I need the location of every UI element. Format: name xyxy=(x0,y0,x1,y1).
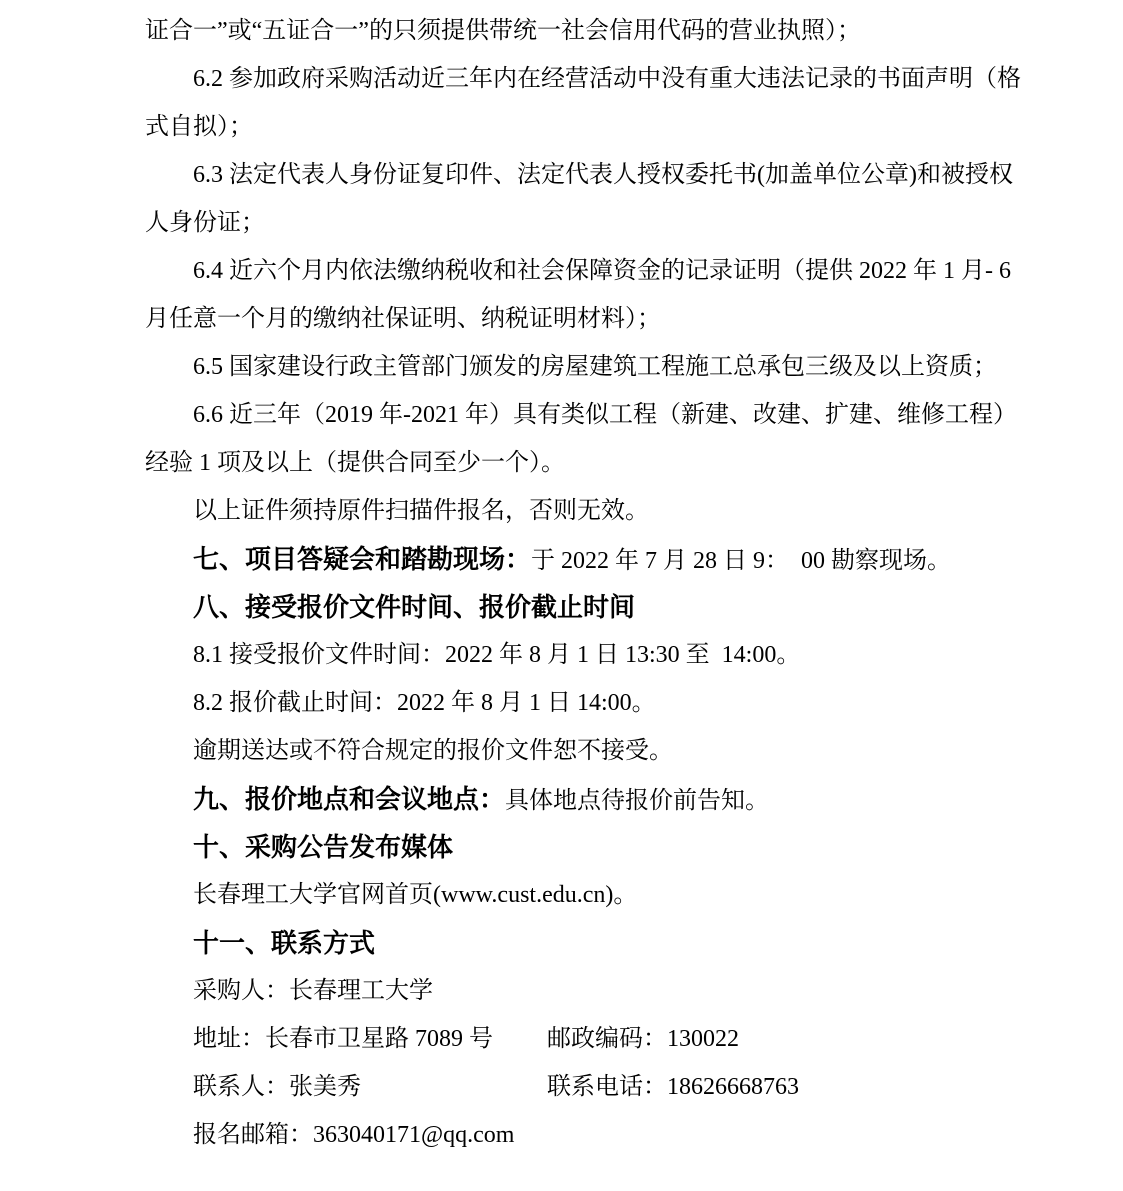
doc-text: 6.2 参加政府采购活动近三年内在经营活动中没有重大违法记录的书面声明（格 xyxy=(193,66,1021,92)
doc-line xyxy=(145,631,1083,679)
heading-text: 七、项目答疑会和踏勘现场： xyxy=(193,544,532,574)
doc-line xyxy=(145,343,1083,391)
doc-line xyxy=(145,487,1083,535)
doc-text: 6.3 法定代表人身份证复印件、法定代表人授权委托书(加盖单位公章)和被授权 xyxy=(193,162,1013,188)
doc-line xyxy=(145,199,1083,247)
doc-text: 8.1 接受报价文件时间：2022 年 8 月 1 日 13:30 至 14:00。 xyxy=(193,642,801,668)
doc-text: 人身份证； xyxy=(145,210,265,236)
doc-text: 6.4 近六个月内依法缴纳税收和社会保障资金的记录证明（提供 2022 年 1 月- 6 xyxy=(193,258,1011,284)
doc-text: 月任意一个月的缴纳社保证明、纳税证明材料）； xyxy=(145,306,661,332)
doc-line xyxy=(145,439,1083,487)
heading-text: 八、接受报价文件时间、报价截止时间 xyxy=(193,592,636,622)
doc-text: 8.2 报价截止时间：2022 年 8 月 1 日 14:00。 xyxy=(193,690,656,716)
doc-text: 逾期送达或不符合规定的报价文件恕不接受。 xyxy=(193,738,673,764)
doc-line xyxy=(145,247,1083,295)
doc-text: 证合一”或“五证合一”的只须提供带统一社会信用代码的营业执照）； xyxy=(145,18,861,44)
contact-phone-line xyxy=(145,1063,1083,1111)
doc-line xyxy=(145,151,1083,199)
section-10-heading xyxy=(145,823,1083,871)
section-11-heading xyxy=(145,919,1083,967)
address-postcode-line xyxy=(145,1015,1083,1063)
doc-text: 经验 1 项及以上（提供合同至少一个）。 xyxy=(145,450,565,476)
doc-line xyxy=(145,103,1083,151)
section-7-heading xyxy=(145,535,1083,583)
doc-text: 于 2022 年 7 月 28 日 9： 00 勘察现场。 xyxy=(531,548,952,574)
doc-text: 报名邮箱：363040171@qq.com xyxy=(193,1122,515,1148)
heading-text: 九、报价地点和会议地点： xyxy=(193,784,506,814)
contact-person-text: 联系人：张美秀 xyxy=(193,1074,361,1100)
doc-text: 以上证件须持原件扫描件报名，否则无效。 xyxy=(193,498,649,524)
doc-line xyxy=(145,727,1083,775)
section-8-heading xyxy=(145,583,1083,631)
doc-line xyxy=(145,295,1083,343)
signup-email-line xyxy=(145,1111,1083,1159)
doc-line xyxy=(145,7,1083,55)
doc-line xyxy=(145,679,1083,727)
doc-text: 具体地点待报价前告知。 xyxy=(505,788,770,814)
doc-line xyxy=(145,871,1083,919)
heading-text: 十一、联系方式 xyxy=(193,928,376,958)
doc-line xyxy=(145,391,1083,439)
doc-text: 式自拟）； xyxy=(145,114,253,140)
postcode-text: 邮政编码：130022 xyxy=(547,1026,739,1052)
doc-line xyxy=(145,55,1083,103)
doc-text: 6.6 近三年（2019 年-2021 年）具有类似工程（新建、改建、扩建、维修工程） xyxy=(193,402,1017,428)
doc-text: 采购人：长春理工大学 xyxy=(193,978,433,1004)
address-text: 地址：长春市卫星路 7089 号 xyxy=(193,1026,493,1052)
section-9-heading xyxy=(145,775,1083,823)
heading-text: 十、采购公告发布媒体 xyxy=(193,832,454,862)
contact-phone-text: 联系电话：18626668763 xyxy=(547,1074,799,1100)
doc-text: 6.5 国家建设行政主管部门颁发的房屋建筑工程施工总承包三级及以上资质； xyxy=(193,354,997,380)
doc-text: 长春理工大学官网首页(www.cust.edu.cn)。 xyxy=(193,882,638,908)
purchaser-line xyxy=(145,967,1083,1015)
